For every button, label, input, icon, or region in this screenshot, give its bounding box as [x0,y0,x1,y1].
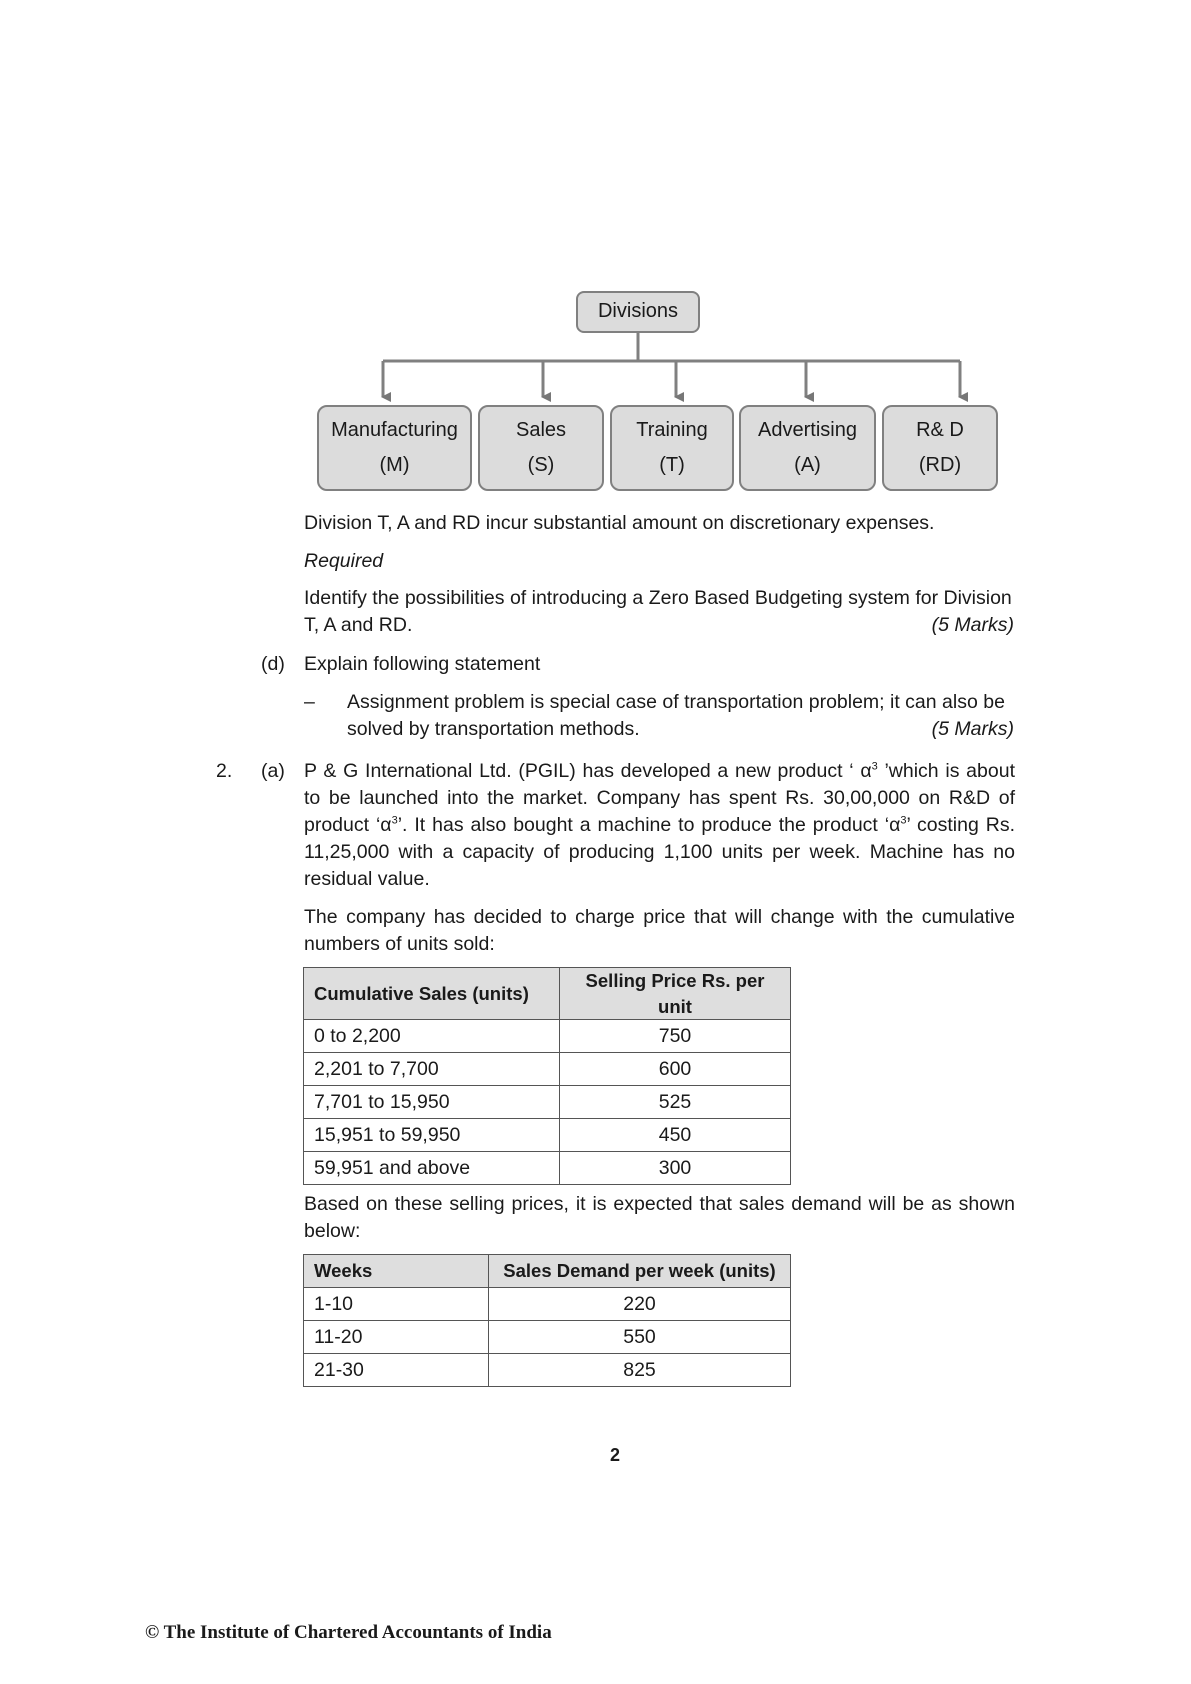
table-cell: 7,701 to 15,950 [304,1086,560,1119]
division-code: (A) [794,454,821,476]
table-header-row [304,968,791,1020]
org-box-training [610,405,734,491]
q2a-text-part: P & G International Ltd. (PGIL) has developed a new product ‘ α [304,760,872,782]
table-row [304,1288,791,1321]
q1d-label-text: (d) [261,653,285,675]
table-cell: 2,201 to 7,700 [304,1053,560,1086]
q1c-task-line2-text: T, A and RD. [304,613,413,636]
q2a-text-part: ’. It has also bought a machine to produce the product ‘α [397,813,901,836]
q1c-marks: (5 Marks) [931,613,1014,636]
table-cell: 21-30 [304,1354,489,1387]
table-cell: 11-20 [304,1321,489,1354]
q1d-label [261,651,285,678]
q2a-p2-text: The company has decided to charge price that will change with the cumulative numbers of units sold: [304,906,1015,955]
column-header: Weeks [304,1255,489,1288]
org-chart-connectors [0,0,1191,420]
q2-number-text: 2. [216,760,233,782]
table-cell: 15,951 to 59,950 [304,1119,560,1152]
table-row [304,1152,791,1185]
table-cell: 825 [489,1354,791,1387]
division-name: Sales [515,419,567,441]
page-number [600,1443,630,1468]
org-box-sales [478,405,604,491]
org-box-manufacturing [317,405,472,491]
q2a-text-part: ’ costing Rs. 11,25,000 with a capacity of producing 1,100 units per week. Machine has no residual value. [304,813,1015,890]
division-code: (M) [379,454,410,476]
q1d-title-text: Explain following statement [304,653,541,675]
q1d-marks: (5 Marks) [931,717,1014,740]
column-header: Selling Price Rs. per unit [560,968,791,1020]
table-row [304,1086,791,1119]
table-cell: 220 [489,1288,791,1321]
table-cell: 1-10 [304,1288,489,1321]
q2a-paragraph-1 [304,758,1015,893]
table-row [304,1020,791,1053]
table-cell: 59,951 and above [304,1152,560,1185]
table-row [304,1321,791,1354]
q1c-statement-text: Division T, A and RD incur substantial amount on discretionary expenses. [304,512,935,534]
table-header-row [304,1255,791,1288]
q1c-task-line1-text: Identify the possibilities of introducing a Zero Based Budgeting system for Division [304,587,1012,609]
q1c-task-line2 [304,612,1014,639]
q2a-label [261,758,285,785]
table-row [304,1354,791,1387]
table-cell: 300 [560,1152,791,1185]
price-table [303,967,791,1185]
q1c-statement [304,510,1014,537]
table-row [304,1053,791,1086]
column-header: Sales Demand per week (units) [489,1255,791,1288]
q1d-dash-text: – [304,691,315,713]
table-cell: 550 [489,1321,791,1354]
superscript: 3 [391,814,398,827]
table-cell: 750 [560,1020,791,1053]
q2a-p3-text: Based on these selling prices, it is expected that sales demand will be as shown below: [304,1193,1015,1242]
superscript: 3 [900,814,907,827]
superscript: 3 [871,760,878,773]
q1c-required-label [304,548,383,575]
q1d-statement [347,689,1014,743]
org-root-divisions [576,291,700,333]
q2a-label-text: (a) [261,760,285,782]
q2-number [216,758,232,785]
q1c-task [304,585,1014,639]
division-name: Advertising [758,419,857,441]
org-box-rd [882,405,998,491]
q1d-line2-text: solved by transportation methods. [347,717,640,740]
division-code: (RD) [918,454,962,476]
q1d-line1-text: Assignment problem is special case of transportation problem; it can also be [347,691,1005,713]
q2a-paragraph-2 [304,904,1015,958]
q1d-dash [304,689,315,716]
q2a-paragraph-3 [304,1191,1015,1245]
division-name: Training [636,419,708,441]
demand-table [303,1254,791,1387]
q1c-task-line1 [304,585,1014,612]
division-name: R& D [916,419,964,441]
table-cell: 450 [560,1119,791,1152]
table-cell: 600 [560,1053,791,1086]
division-name: Manufacturing [331,419,458,441]
division-code: (T) [659,454,685,476]
table-cell: 0 to 2,200 [304,1020,560,1053]
org-root-label: Divisions [597,300,679,323]
division-code: (S) [527,454,555,476]
table-row [304,1119,791,1152]
page-number-text: 2 [609,1445,620,1465]
column-header: Cumulative Sales (units) [304,968,560,1020]
required-text: Required [304,550,384,572]
footer-copyright [145,1620,552,1646]
org-box-advertising [739,405,876,491]
q1d-line1 [347,689,1014,716]
q2a-text-part: ’which is about to be launched into the market. Company has spent Rs. 30,00,000 on R&D of product ‘α [304,760,1015,836]
table-cell: 525 [560,1086,791,1119]
q1d-title [304,651,540,678]
q1d-line2 [347,716,1014,743]
footer-text: © The Institute of Chartered Accountants of India [145,1622,552,1643]
